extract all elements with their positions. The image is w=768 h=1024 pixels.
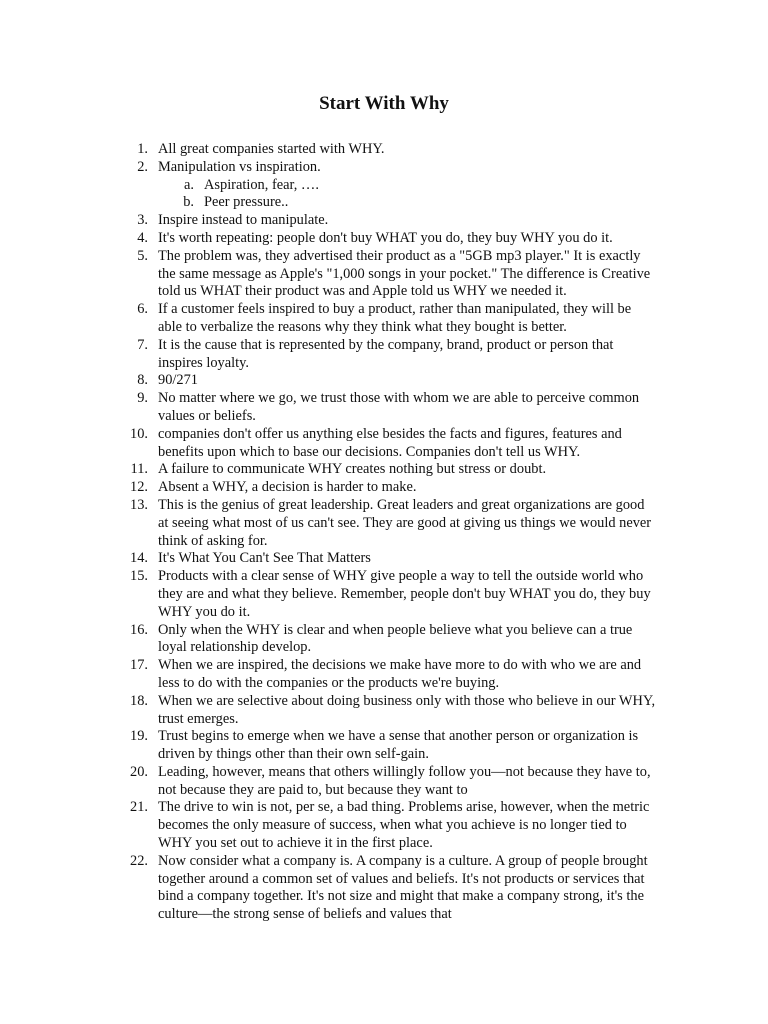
list-item-number: 17. <box>130 657 148 674</box>
list-item <box>0 853 658 924</box>
list-item-text: Leading, however, means that others willingly follow you—not because they have to, not because they are paid to, but because they want to <box>158 763 651 798</box>
list-item-number: 2. <box>137 158 148 175</box>
list-item-text: The problem was, they advertised their product as a "5GB mp3 player." It is exactly the same message as Apple's "1,000 songs in your pocket." The difference is Creative told us WHAT their product was and Apple told us WHY we needed it. <box>158 247 651 300</box>
sub-list-item-text: Peer pressure.. <box>204 194 289 211</box>
list-item <box>0 728 658 764</box>
list-item <box>0 372 658 390</box>
list-item-number: 12. <box>130 479 148 496</box>
list-item <box>0 390 658 426</box>
list-item-text: 90/271 <box>158 372 198 389</box>
list-item <box>0 693 658 729</box>
sub-list-item-letter: b. <box>183 194 194 211</box>
list-item-text: All great companies started with WHY. <box>158 141 385 157</box>
list-item-number: 8. <box>137 372 148 389</box>
list-item <box>0 657 658 693</box>
list-item <box>0 568 658 621</box>
list-item <box>0 799 658 852</box>
list-item-number: 6. <box>137 301 148 318</box>
list-item-number: 19. <box>130 728 148 745</box>
list-item-number: 16. <box>130 621 148 638</box>
list-item-text: Now consider what a company is. A company is a culture. A group of people brought together around a common set of values and beliefs. It's not products or services that bind a company together. It's not size and might that make a company strong, it's the culture—the strong sense of beliefs and values that <box>158 852 648 923</box>
list-item-text: Inspire instead to manipulate. <box>158 212 329 229</box>
list-item <box>0 479 658 497</box>
list-item-number: 21. <box>130 799 148 816</box>
list-item-text: When we are inspired, the decisions we make have more to do with who we are and less to do with the companies or the products we're buying. <box>158 657 642 691</box>
list-item <box>0 230 658 248</box>
list-item <box>0 248 658 301</box>
sub-list-item-text: Aspiration, fear, …. <box>204 176 319 193</box>
list-item-number: 9. <box>137 390 148 407</box>
list-item <box>0 212 658 230</box>
list-item-number: 22. <box>130 852 148 869</box>
list-item-number: 14. <box>130 550 148 567</box>
list-item-number: 20. <box>130 763 148 780</box>
numbered-list <box>0 141 768 924</box>
list-item-number: 10. <box>130 425 148 442</box>
list-item <box>0 461 658 479</box>
list-item-number: 13. <box>130 496 148 513</box>
list-item <box>0 337 658 373</box>
list-item-text: It is the cause that is represented by the company, brand, product or person that inspires loyalty. <box>158 336 614 371</box>
list-item-text: It's worth repeating: people don't buy WHAT you do, they buy WHY you do it. <box>158 229 613 246</box>
list-item-number: 5. <box>137 247 148 264</box>
sub-list-item-letter: a. <box>184 176 194 193</box>
list-item-text: This is the genius of great leadership. Great leaders and great organizations are good at seeing what most of us can't see. They are good at giving us things we would never think of asking for. <box>158 496 652 549</box>
list-item-number: 18. <box>130 692 148 709</box>
list-item-text: Absent a WHY, a decision is harder to make. <box>158 479 417 496</box>
list-item-text: If a customer feels inspired to buy a product, rather than manipulated, they will be able to verbalize the reasons why they think what they bought is better. <box>158 301 632 335</box>
list-item <box>0 622 658 658</box>
list-item <box>0 764 658 800</box>
list-item-text: When we are selective about doing business only with those who believe in our WHY, trust emerges. <box>158 692 656 727</box>
list-item-text: Manipulation vs inspiration. <box>158 158 321 175</box>
list-item <box>0 301 658 337</box>
list-item-text: Trust begins to emerge when we have a sense that another person or organization is driven by things other than their own self-gain. <box>158 728 639 763</box>
list-item-text: No matter where we go, we trust those with whom we are able to perceive common values or beliefs. <box>158 390 640 424</box>
document-title: Start With Why <box>319 93 449 114</box>
list-item-number: 3. <box>137 212 148 229</box>
list-item-number: 11. <box>130 461 148 478</box>
list-item-number: 1. <box>137 141 148 157</box>
list-item <box>0 141 658 159</box>
list-item-text: It's What You Can't See That Matters <box>158 550 371 567</box>
list-item-text: The drive to win is not, per se, a bad thing. Problems arise, however, when the metric becomes the only measure of success, when what you achieve is no longer tied to WHY you set out to achieve it in the first place. <box>158 799 650 852</box>
list-item-text: companies don't offer us anything else besides the facts and figures, features and benefits upon which to base our decisions. Companies don't tell us WHY. <box>158 425 622 460</box>
list-item-text: Only when the WHY is clear and when people believe what you believe can a true loyal relationship develop. <box>158 621 633 656</box>
list-item <box>0 497 658 550</box>
sub-list-item <box>0 194 664 212</box>
list-item-number: 7. <box>137 336 148 353</box>
list-item <box>0 159 658 177</box>
list-item-number: 15. <box>130 568 148 585</box>
sub-list-item <box>0 177 664 195</box>
list-item <box>0 426 658 462</box>
list-item-number: 4. <box>137 229 148 246</box>
list-item <box>0 550 658 568</box>
list-item-text: A failure to communicate WHY creates nothing but stress or doubt. <box>158 461 547 478</box>
list-item-text: Products with a clear sense of WHY give people a way to tell the outside world who they are and what they believe. Remember, people don't buy WHAT you do, they buy WHY you do it. <box>158 568 651 620</box>
